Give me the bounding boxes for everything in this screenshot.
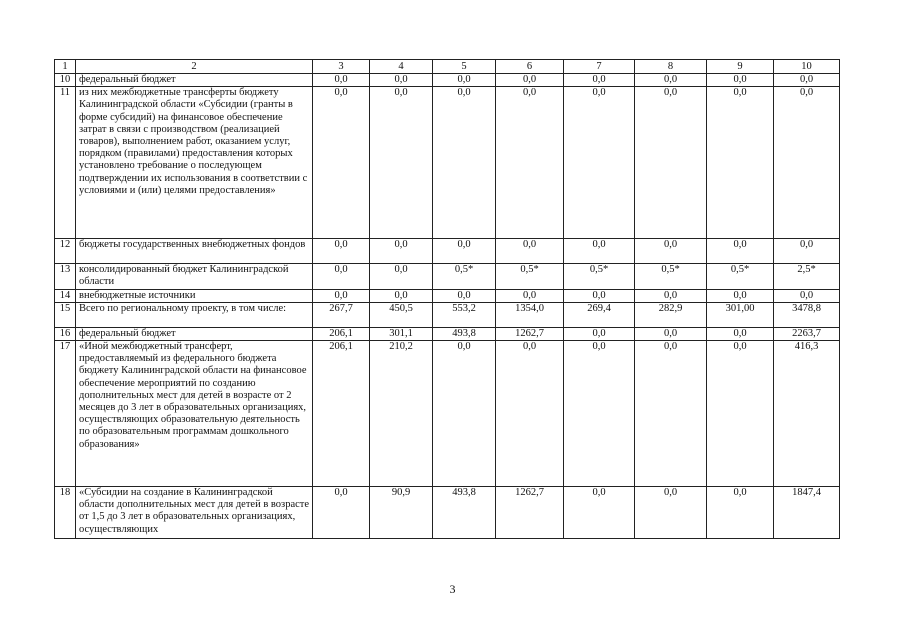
- table-row: [55, 74, 840, 87]
- value-cell: 0,0: [564, 289, 635, 302]
- value-cell: 0,0: [564, 487, 635, 539]
- table-row: [55, 341, 840, 487]
- table-row: [55, 87, 840, 239]
- value-cell: 0,0: [370, 264, 433, 289]
- value-cell: 0,0: [564, 87, 635, 239]
- header-cell: 10: [774, 60, 840, 74]
- value-cell: 0,0: [707, 74, 774, 87]
- value-cell: 206,1: [313, 327, 370, 340]
- row-number: 11: [55, 87, 76, 239]
- value-cell: 301,1: [370, 327, 433, 340]
- row-label: консолидированный бюджет Калининградской области: [76, 264, 313, 289]
- value-cell: 0,0: [370, 74, 433, 87]
- value-cell: 0,0: [433, 341, 496, 487]
- row-label: федеральный бюджет: [76, 327, 313, 340]
- value-cell: 0,5*: [496, 264, 564, 289]
- table-row: [55, 487, 840, 539]
- table-row: [55, 302, 840, 327]
- row-number: 12: [55, 239, 76, 264]
- value-cell: 1262,7: [496, 487, 564, 539]
- header-cell: 2: [76, 60, 313, 74]
- table-row: [55, 239, 840, 264]
- value-cell: 282,9: [635, 302, 707, 327]
- value-cell: 0,0: [707, 487, 774, 539]
- table-row: [55, 264, 840, 289]
- value-cell: 0,0: [707, 289, 774, 302]
- value-cell: 0,0: [564, 327, 635, 340]
- value-cell: 0,0: [370, 289, 433, 302]
- header-cell: 3: [313, 60, 370, 74]
- value-cell: 0,0: [313, 289, 370, 302]
- value-cell: 0,0: [635, 341, 707, 487]
- value-cell: 2,5*: [774, 264, 840, 289]
- row-label: федеральный бюджет: [76, 74, 313, 87]
- value-cell: 0,5*: [564, 264, 635, 289]
- value-cell: 0,0: [774, 87, 840, 239]
- value-cell: 0,0: [496, 289, 564, 302]
- value-cell: 0,0: [496, 239, 564, 264]
- value-cell: 0,0: [433, 239, 496, 264]
- value-cell: 493,8: [433, 327, 496, 340]
- value-cell: 0,5*: [635, 264, 707, 289]
- page-number: 3: [449, 582, 456, 596]
- value-cell: 0,0: [635, 487, 707, 539]
- row-label: «Субсидии на создание в Калининградской области дополнительных мест для детей в возрасте от 1,5 до 3 лет в образовательных организациях, осуществляющих: [76, 487, 313, 539]
- header-cell: 8: [635, 60, 707, 74]
- value-cell: 0,0: [370, 239, 433, 264]
- header-cell: 7: [564, 60, 635, 74]
- value-cell: 493,8: [433, 487, 496, 539]
- row-label: «Иной межбюджетный трансферт, предоставляемый из федерального бюджета бюджету Калининградской области на финансовое обеспечение мероприятий по созданию дополнительных мест для детей в возрасте от 2 месяцев до 3 лет в образовательных организациях, осуществляющих образовательную деятельность по образовательным программам дошкольного образования»: [76, 341, 313, 487]
- row-number: 17: [55, 341, 76, 487]
- row-number: 10: [55, 74, 76, 87]
- value-cell: 0,0: [635, 239, 707, 264]
- value-cell: 416,3: [774, 341, 840, 487]
- value-cell: 0,0: [707, 239, 774, 264]
- row-number: 13: [55, 264, 76, 289]
- value-cell: 0,0: [313, 264, 370, 289]
- row-number: 15: [55, 302, 76, 327]
- header-cell: 9: [707, 60, 774, 74]
- value-cell: 267,7: [313, 302, 370, 327]
- value-cell: 0,0: [564, 341, 635, 487]
- value-cell: 0,0: [496, 87, 564, 239]
- row-label: бюджеты государственных внебюджетных фондов: [76, 239, 313, 264]
- value-cell: 0,0: [707, 341, 774, 487]
- value-cell: 450,5: [370, 302, 433, 327]
- value-cell: 0,0: [370, 87, 433, 239]
- header-row: [55, 60, 840, 74]
- value-cell: 0,0: [635, 289, 707, 302]
- value-cell: 269,4: [564, 302, 635, 327]
- budget-table: [54, 59, 840, 539]
- value-cell: 1847,4: [774, 487, 840, 539]
- table-row: [55, 327, 840, 340]
- value-cell: 206,1: [313, 341, 370, 487]
- value-cell: 0,0: [774, 289, 840, 302]
- row-number: 16: [55, 327, 76, 340]
- value-cell: 0,0: [774, 239, 840, 264]
- row-label: внебюджетные источники: [76, 289, 313, 302]
- value-cell: 0,0: [496, 74, 564, 87]
- header-cell: 6: [496, 60, 564, 74]
- value-cell: 0,0: [635, 87, 707, 239]
- value-cell: 0,0: [313, 487, 370, 539]
- value-cell: 0,5*: [707, 264, 774, 289]
- value-cell: 1262,7: [496, 327, 564, 340]
- value-cell: 0,0: [433, 289, 496, 302]
- value-cell: 210,2: [370, 341, 433, 487]
- value-cell: 0,0: [564, 239, 635, 264]
- value-cell: 2263,7: [774, 327, 840, 340]
- value-cell: 0,0: [433, 74, 496, 87]
- value-cell: 0,0: [433, 87, 496, 239]
- header-cell: 1: [55, 60, 76, 74]
- value-cell: 553,2: [433, 302, 496, 327]
- row-number: 18: [55, 487, 76, 539]
- value-cell: 301,00: [707, 302, 774, 327]
- value-cell: 1354,0: [496, 302, 564, 327]
- value-cell: 0,0: [496, 341, 564, 487]
- header-cell: 4: [370, 60, 433, 74]
- value-cell: 90,9: [370, 487, 433, 539]
- header-cell: 5: [433, 60, 496, 74]
- value-cell: 0,0: [774, 74, 840, 87]
- value-cell: 0,0: [635, 74, 707, 87]
- value-cell: 3478,8: [774, 302, 840, 327]
- table-row: [55, 289, 840, 302]
- row-label: из них межбюджетные трансферты бюджету Калининградской области «Субсидии (гранты в форме субсидий) на финансовое обеспечение затрат в связи с производством (реализацией товаров), выполнением работ, оказанием услуг, порядком (правилами) предоставления которых установлено требование о последующем подтверждении их использования в соответствии с условиями и (или) целями предоставления»: [76, 87, 313, 239]
- value-cell: 0,5*: [433, 264, 496, 289]
- value-cell: 0,0: [635, 327, 707, 340]
- value-cell: 0,0: [564, 74, 635, 87]
- value-cell: 0,0: [313, 87, 370, 239]
- value-cell: 0,0: [313, 239, 370, 264]
- row-number: 14: [55, 289, 76, 302]
- value-cell: 0,0: [707, 327, 774, 340]
- value-cell: 0,0: [707, 87, 774, 239]
- value-cell: 0,0: [313, 74, 370, 87]
- row-label: Всего по региональному проекту, в том числе:: [76, 302, 313, 327]
